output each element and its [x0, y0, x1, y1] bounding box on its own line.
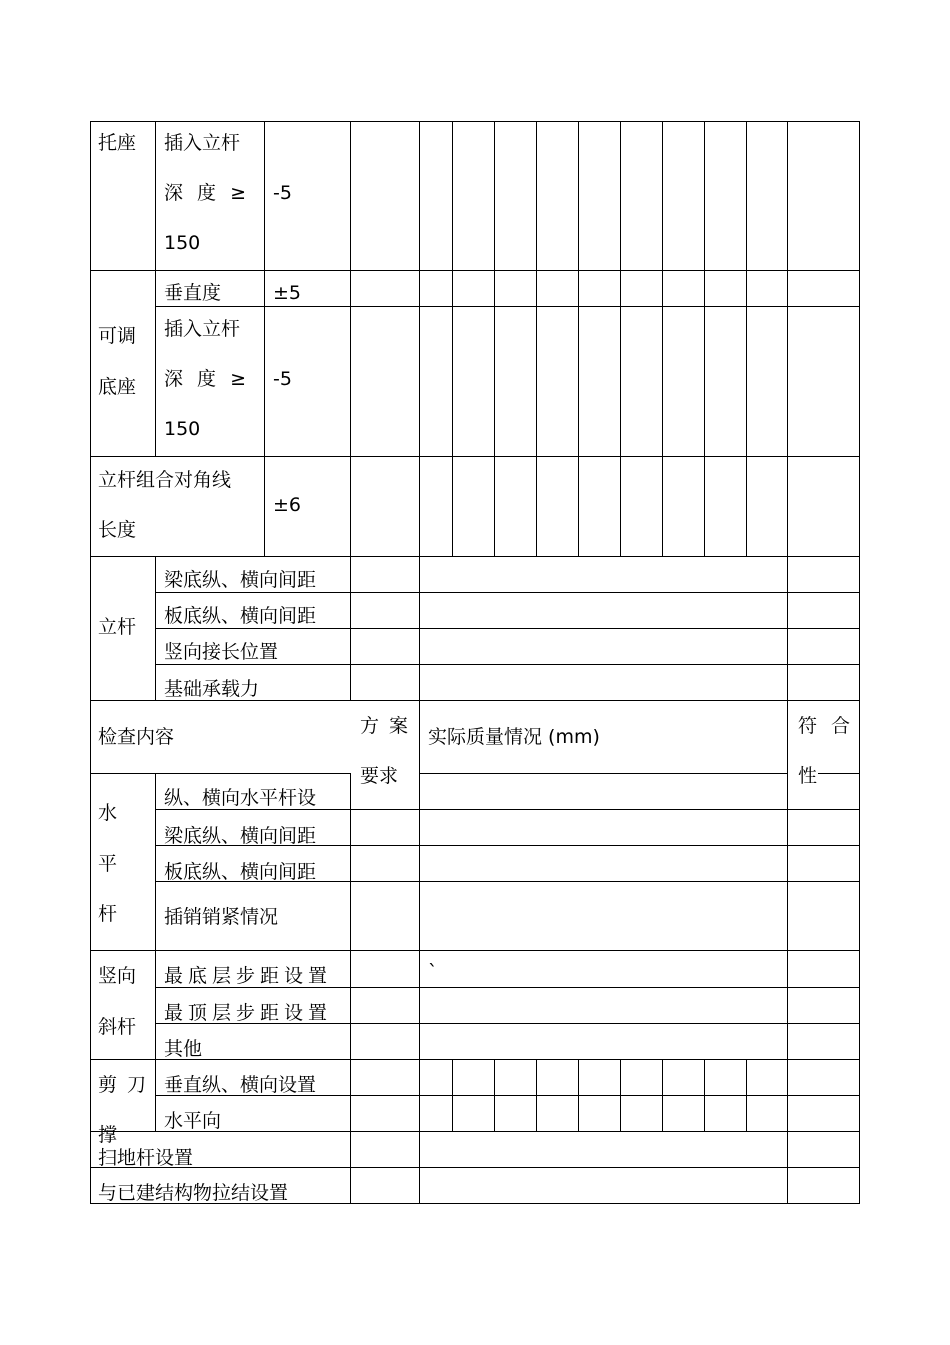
- shuiping-item: 纵、横向水平杆设: [164, 787, 317, 809]
- jiandaocheng-label-line1: 剪 刀: [98, 1074, 147, 1096]
- tiaodizuo-label-line2: 底座: [98, 376, 137, 398]
- col-line: [264, 121, 265, 556]
- tuozuo-item-line3: 150: [164, 232, 201, 254]
- row-line: [419, 773, 788, 774]
- header-conformity-line2: 性: [798, 765, 818, 787]
- col-line: [578, 1059, 579, 1131]
- xiegan-label-line1: 竖向: [98, 965, 137, 987]
- diagonal-label-line1: 立杆组合对角线: [98, 469, 232, 491]
- header-plan-line1: 方 案: [360, 715, 409, 737]
- xiegan-item: 最顶层步距设置: [164, 1002, 333, 1024]
- ligan-item: 竖向接长位置: [164, 641, 279, 663]
- row-line: [155, 592, 860, 593]
- col-line: [662, 121, 663, 556]
- tuozuo-label: 托座: [98, 132, 137, 154]
- col-line: [620, 1059, 621, 1131]
- table-border-left: [90, 121, 91, 1204]
- verticality-item: 垂直度: [164, 282, 222, 304]
- verticality-requirement: ±5: [273, 282, 302, 304]
- lajie-label: 与已建结构物拉结设置: [98, 1182, 289, 1204]
- ligan-item: 板底纵、横向间距: [164, 605, 317, 627]
- diagonal-requirement: ±6: [273, 494, 302, 516]
- ligan-label: 立杆: [98, 616, 137, 638]
- col-line: [452, 1059, 453, 1131]
- col-line: [494, 121, 495, 556]
- xiegan-item: 其他: [164, 1038, 203, 1060]
- col-line: [155, 773, 156, 1131]
- row-line: [818, 773, 860, 774]
- row-line: [155, 628, 860, 629]
- table-border-top: [90, 121, 860, 122]
- col-line: [536, 121, 537, 556]
- header-check-content: 检查内容: [98, 726, 175, 748]
- ligan-item: 梁底纵、横向间距: [164, 569, 317, 591]
- tuozuo-item-line1: 插入立杆: [164, 132, 241, 154]
- col-line: [155, 121, 156, 456]
- col-line: [578, 121, 579, 556]
- col-line: [536, 1059, 537, 1131]
- col-line: [787, 121, 788, 1204]
- row-line: [155, 809, 860, 810]
- tiaodizuo-item2-requirement: -5: [273, 368, 292, 390]
- header-plan-line2: 要求: [360, 765, 399, 787]
- col-line: [620, 121, 621, 556]
- row-line: [90, 700, 860, 701]
- col-line: [704, 121, 705, 556]
- col-line: [662, 1059, 663, 1131]
- row-line: [90, 1167, 860, 1168]
- shuiping-label: 平: [98, 853, 118, 875]
- col-line: [746, 1059, 747, 1131]
- tiaodizuo-item2-line3: 150: [164, 418, 201, 440]
- jiandaocheng-label-line2: 撑: [98, 1124, 118, 1146]
- row-line: [155, 664, 860, 665]
- row-line: [90, 270, 860, 271]
- shuiping-label: 杆: [98, 903, 118, 925]
- diagonal-label-line2: 长度: [98, 519, 137, 541]
- col-line: [704, 1059, 705, 1131]
- col-line: [155, 556, 156, 700]
- ligan-item: 基础承载力: [164, 678, 260, 700]
- row-line: [155, 306, 860, 307]
- col-line: [494, 1059, 495, 1131]
- xiegan-item: 最底层步距设置: [164, 965, 333, 987]
- tuozuo-item-line2: 深 度 ≥: [164, 182, 246, 204]
- shuiping-item: 板底纵、横向间距: [164, 861, 317, 883]
- jiandaocheng-item: 水平向: [164, 1110, 222, 1132]
- saodi-label: 扫地杆设置: [98, 1147, 194, 1169]
- shuiping-item: 梁底纵、横向间距: [164, 825, 317, 847]
- col-line: [350, 773, 351, 1204]
- row-line: [90, 1059, 860, 1060]
- tiaodizuo-item2-line2: 深 度 ≥: [164, 368, 246, 390]
- header-conformity-line1: 符 合: [798, 715, 851, 737]
- header-actual-quality: 实际质量情况 (mm): [428, 726, 600, 748]
- col-line: [419, 121, 420, 1204]
- row-line: [155, 987, 860, 988]
- row-line: [90, 556, 860, 557]
- row-line: [90, 950, 860, 951]
- tiaodizuo-label-line1: 可调: [98, 325, 137, 347]
- tuozuo-requirement: -5: [273, 182, 292, 204]
- jiandaocheng-item: 垂直纵、横向设置: [164, 1074, 317, 1096]
- col-line: [350, 121, 351, 701]
- row-line: [90, 456, 860, 457]
- shuiping-label: 水: [98, 802, 118, 824]
- col-line: [452, 121, 453, 556]
- stray-mark: `: [428, 961, 438, 983]
- row-line: [90, 773, 350, 774]
- tiaodizuo-item2-line1: 插入立杆: [164, 318, 241, 340]
- table-border-right: [859, 121, 860, 1204]
- shuiping-item: 插销销紧情况: [164, 906, 279, 928]
- xiegan-label-line2: 斜杆: [98, 1016, 137, 1038]
- col-line: [746, 121, 747, 556]
